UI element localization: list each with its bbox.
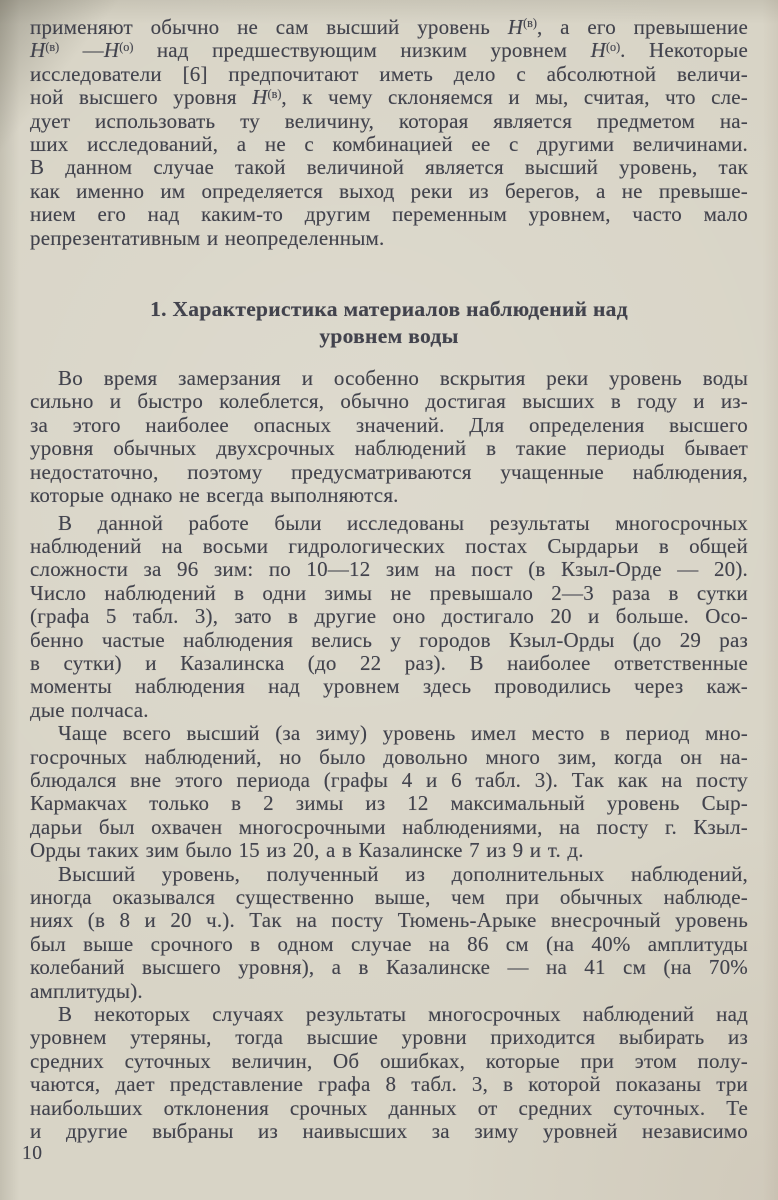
text-line: уровнем утеряны, тогда высшие уровни приходится выбирать из — [30, 1025, 748, 1050]
heading-line: уровнем воды — [319, 324, 459, 349]
text-line: дые полчаса. — [30, 697, 149, 722]
text-line: сложности за 96 зим: по 10—12 зим на пост (в Кзыл-Орде — 20). — [30, 557, 748, 582]
text-line: ниях (в 8 и 20 ч.). Так на посту Тюмень-Арыке внесрочный уровень — [30, 908, 748, 933]
text-line: Число наблюдений в одни зимы не превышало 2—3 раза в сутки — [30, 580, 748, 605]
text-line: амплитуды). — [30, 978, 143, 1003]
page-number: 10 — [22, 1143, 43, 1164]
text-line: Кармакчах только в 2 зимы из 12 максимальный уровень Сыр- — [30, 791, 748, 816]
text-column — [30, 16, 748, 1143]
text-line: В данном случае такой величиной является высший уровень, так — [30, 155, 748, 180]
text-line: наибольших отклонения срочных данных от средних суточных. Те — [30, 1095, 748, 1120]
paragraph-continued — [30, 16, 748, 250]
heading-line: 1. Характеристика материалов наблюдений над — [150, 297, 628, 322]
text-line: ших исследований, а не с комбинацией ее с другими величинами. — [30, 132, 748, 157]
text-line: В данной работе были исследованы результаты многосрочных — [58, 510, 748, 535]
text-line: (графа 5 табл. 3), зато в другие оно достигало 20 и больше. Осо- — [30, 604, 748, 629]
text-line: бенно частые наблюдения велись у городов Кзыл-Орды (до 29 раз — [30, 627, 748, 652]
text-line: сильно и быстро колеблется, обычно достигая высших в году и из- — [30, 389, 748, 414]
text-line: Во время замерзания и особенно вскрытия реки уровень воды — [58, 366, 748, 391]
text-line: моменты наблюдения над уровнем здесь проводились через каж- — [30, 674, 748, 699]
text-line: ной высшего уровня $H^{(в)}$, к чему склоняемся и мы, считая, что сле- — [30, 85, 748, 110]
text-line: госрочных наблюдений, но было довольно много зим, когда он на- — [30, 744, 748, 769]
text-line: исследователи [6] предпочитают иметь дело с абсолютной величи- — [30, 61, 748, 86]
text-line: иногда оказывался существенно выше, чем при обычных наблюде- — [30, 885, 748, 909]
text-line: дарьи был охвачен многосрочными наблюдениями, на посту г. Кзыл- — [30, 814, 748, 839]
text-line: чаются, дает представление графа 8 табл. 3, в которой показаны три — [30, 1072, 748, 1097]
text-line: недостаточно, поэтому предусматриваются учащенные наблюдения, — [30, 459, 748, 484]
text-line: $H^{(в)}$ $—H^{(о)}$ над предшествующим низким уровнем $H^{(о)}$. Некоторые — [30, 38, 748, 63]
text-line: наблюдений на восьми гидрологических постах Сырдарьи в общей — [30, 533, 748, 558]
text-line: В некоторых случаях результаты многосрочных наблюдений над — [58, 1002, 748, 1027]
text-line: Чаще всего высший (за зиму) уровень имел место в период мно- — [58, 721, 748, 746]
paragraph-observations — [30, 512, 748, 723]
text-line: средних суточных величин, Об ошибках, которые при этом полу- — [30, 1048, 748, 1073]
text-line: Орды таких зим было 15 из 20, а в Казалинске 7 из 9 и т. д. — [30, 838, 584, 863]
text-line: как именно им определяется выход реки из берегов, а не превыше- — [30, 178, 748, 203]
paragraph-additional-observations — [30, 863, 748, 1003]
text-line: уровня обычных двухсрочных наблюдений в такие периоды бывает — [30, 436, 748, 461]
paragraph-lost-results — [30, 1003, 748, 1143]
text-line: был выше срочного в одном случае на 86 см (на 40% амплитуды — [30, 931, 748, 956]
text-line: применяют обычно не сам высший уровень $H^{(в)}$, а его превышение — [30, 15, 748, 39]
text-line: и другие выбраны из наивысших за зиму уровней независимо — [30, 1119, 748, 1144]
paragraph-intro — [30, 367, 748, 507]
text-line: за этого наиболее опасных значений. Для определения высшего — [30, 412, 748, 437]
paragraph-highest-level-period — [30, 722, 748, 862]
section-heading — [30, 296, 748, 350]
text-line: которые однако не всегда выполняются. — [30, 483, 399, 508]
text-line: колебаний высшего уровня), а в Казалинске — на 41 см (на 70% — [30, 955, 748, 980]
text-line: дует использовать ту величину, которая является предметом на- — [30, 108, 748, 133]
text-line: нием его над каким-то другим переменным уровнем, часто мало — [30, 202, 748, 227]
text-line: репрезентативным и неопределенным. — [30, 225, 385, 250]
text-line: в сутки) и Казалинска (до 22 раз). В наиболее ответственные — [30, 650, 748, 675]
text-line: Высший уровень, полученный из дополнительных наблюдений, — [58, 861, 748, 886]
text-line: блюдался вне этого периода (графы 4 и 6 табл. 3). Так как на посту — [30, 767, 748, 792]
